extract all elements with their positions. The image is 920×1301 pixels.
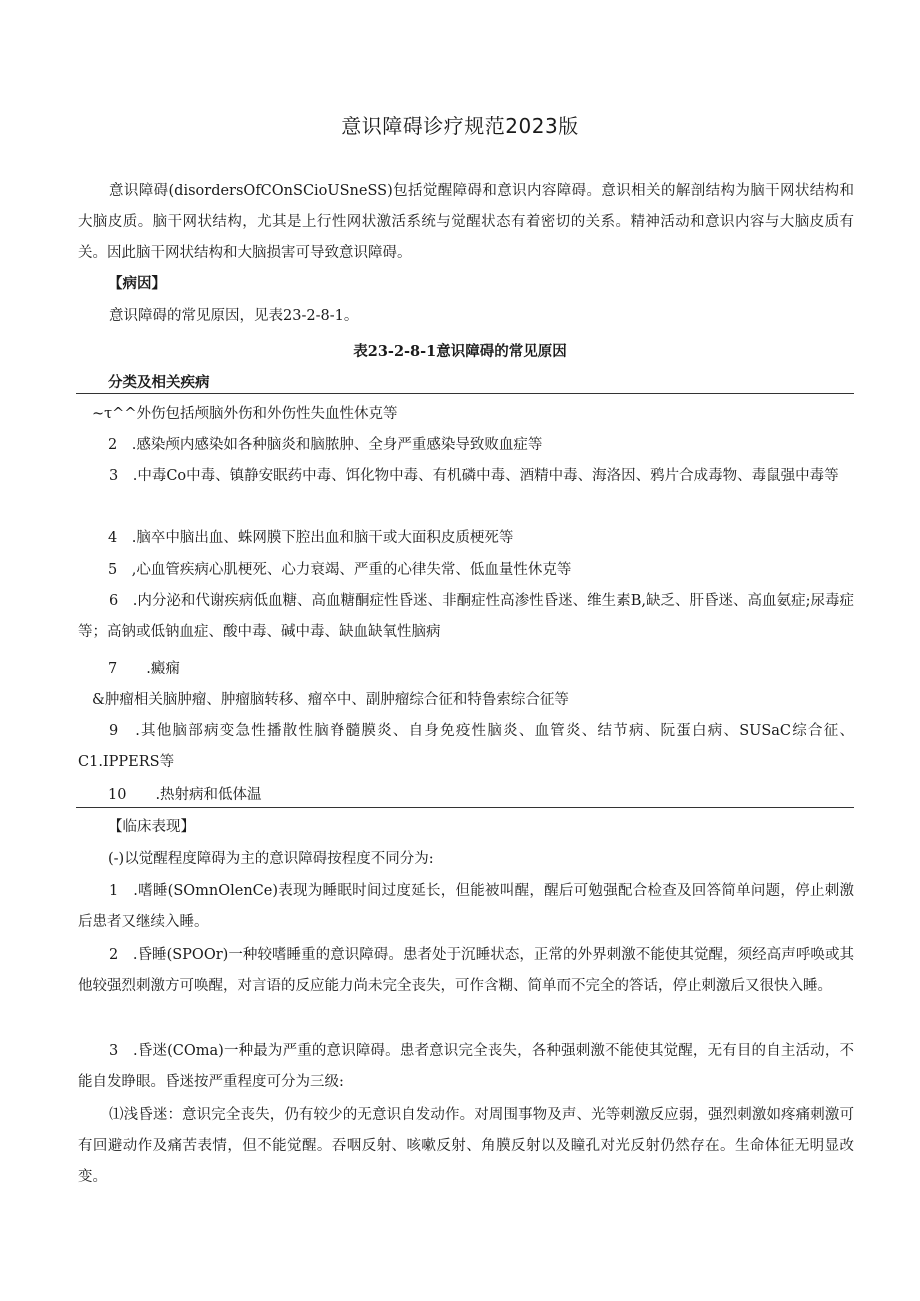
table-row: 10 .热射病和低体温 bbox=[108, 787, 262, 803]
document-title: 意识障碍诊疗规范2023版 bbox=[341, 114, 579, 138]
clinical-item: 3 .昏迷(COma)一种最为严重的意识障碍。患者意识完全丧失，各种强刺激不能使其觉醒，无有目的自主活动，不能自发睁眼。昏迷按严重程度可分为三级: bbox=[78, 1043, 854, 1090]
table-row: 7 .癜痫 bbox=[108, 661, 180, 677]
table-row: 9 .其他脑部病变急性播散性脑脊髓膜炎、自身免疫性脑炎、血管炎、结节病、阮蛋白病、SUSaC综合征、C1.IPPERS等 bbox=[78, 723, 854, 770]
clinical-item: 2 .昏睡(SPOOr)一种较嗜睡重的意识障碍。患者处于沉睡状态，正常的外界刺激不能使其觉醒，须经高声呼唤或其他较强烈刺激方可唤醒，对言语的反应能力尚未完全丧失，可作含糊、简单而不完全的答话，停止刺激后又很快入睡。 bbox=[78, 947, 854, 994]
table-row: 4 .脑卒中脑出血、蛛网膜下腔出血和脑干或大面积皮质梗死等 bbox=[108, 530, 514, 546]
clinical-item: 1 .嗜睡(SOmnOlenCe)表现为睡眠时间过度延长，但能被叫醒，醒后可勉强配合检查及回答简单问题，停止刺激后患者又继续入睡。 bbox=[78, 883, 854, 930]
clinical-heading: 【临床表现】 bbox=[108, 819, 195, 835]
intro-paragraph: 意识障碍(disordersOfCOnSCioUSneSS)包括觉醒障碍和意识内容障碍。意识相关的解剖结构为脑干网状结构和大脑皮质。脑干网状结构，尤其是上行性网状激活系统与觉醒状态有着密切的关系。精神活动和意识内容与大脑皮质有关。因此脑干网状结构和大脑损害可导致意识障碍。 bbox=[78, 183, 854, 261]
table-row: 3 .中毒Co中毒、镇静安眠药中毒、饵化物中毒、有机磷中毒、酒精中毒、海洛因、鸦片合成毒物、毒鼠强中毒等 bbox=[109, 468, 839, 484]
table-row: 5 ,心血管疾病心肌梗死、心力衰竭、严重的心律失常、低血量性休克等 bbox=[108, 562, 572, 578]
table-bottom-rule bbox=[76, 807, 854, 808]
table-row: 2 .感染颅内感染如各种脑炎和脑脓肿、全身严重感染导致败血症等 bbox=[108, 437, 543, 453]
clinical-subheading: (-)以觉醒程度障碍为主的意识障碍按程度不同分为: bbox=[108, 851, 434, 867]
table-row: ~τ^^外伤包括颅脑外伤和外伤性失血性休克等 bbox=[92, 406, 398, 422]
table-caption: 表23-2-8-1意识障碍的常见原因 bbox=[353, 343, 567, 360]
table-header: 分类及相关疾病 bbox=[108, 374, 210, 391]
clinical-item: ⑴浅昏迷：意识完全丧失，仍有较少的无意识自发动作。对周围事物及声、光等刺激反应弱，强烈刺激如疼痛刺激可有回避动作及痛苦表情，但不能觉醒。吞咽反射、咳嗽反射、角膜反射以及瞳孔对光反射仍然存在。生命体征无明显改变。 bbox=[78, 1107, 854, 1185]
table-row: &肿瘤相关脑肿瘤、肿瘤脑转移、瘤卒中、副肿瘤综合征和特鲁索综合征等 bbox=[92, 692, 569, 708]
table-top-rule bbox=[76, 393, 854, 394]
etiology-heading: 【病因】 bbox=[108, 275, 166, 292]
etiology-text: 意识障碍的常见原因，见表23-2-8-1。 bbox=[109, 308, 359, 324]
table-row: 6 .内分泌和代谢疾病低血糖、高血糖酮症性昏迷、非酮症性高渗性昏迷、维生素B,缺乏、肝昏迷、高血氨症;尿毒症等；高钠或低钠血症、酸中毒、碱中毒、缺血缺氧性脑病 bbox=[78, 593, 854, 640]
